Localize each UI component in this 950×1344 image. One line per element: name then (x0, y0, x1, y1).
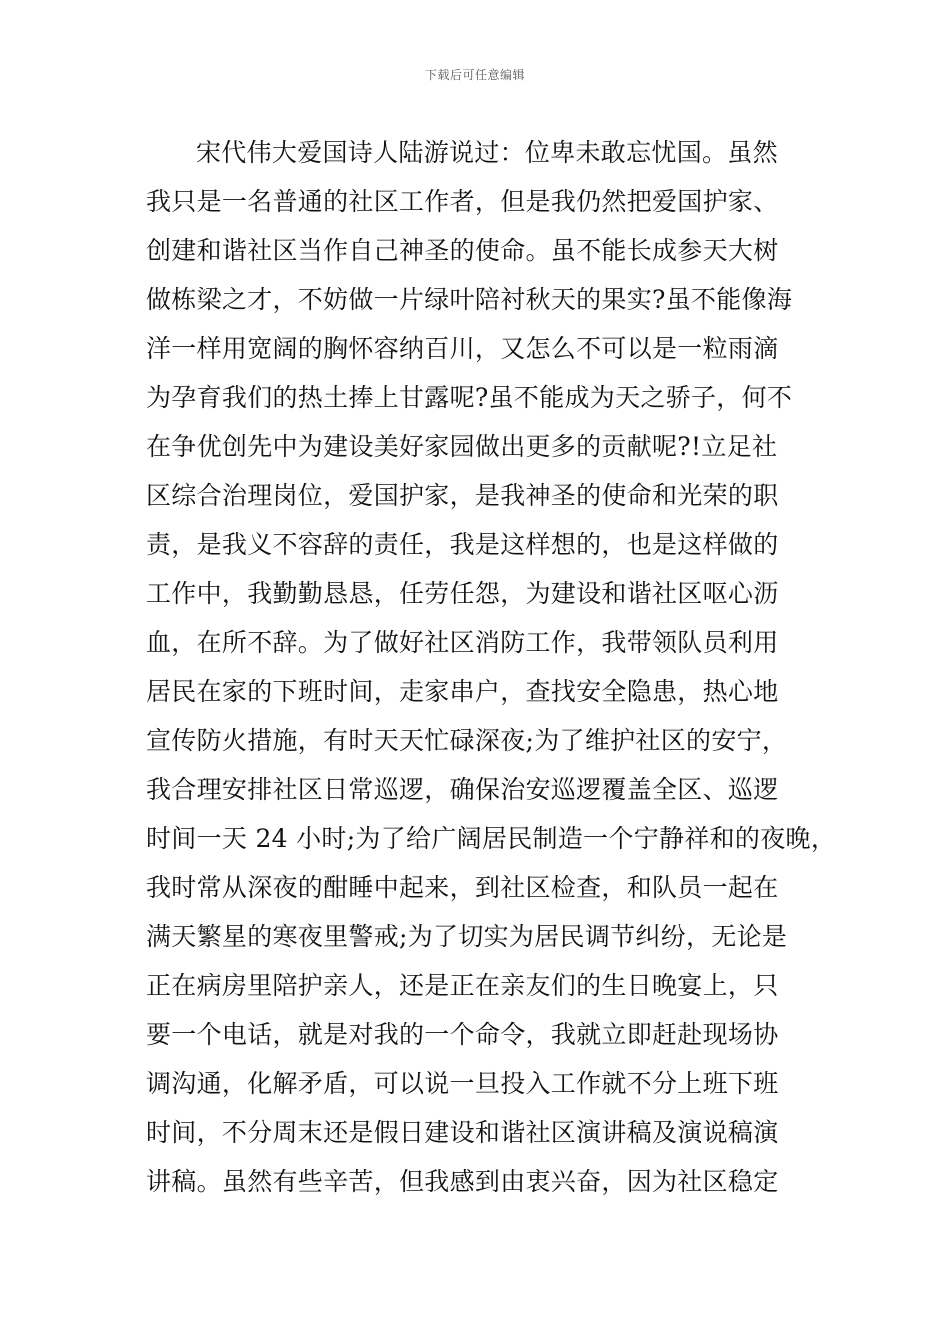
paragraph-line: 讲稿。虽然有些辛苦，但我感到由衷兴奋，因为社区稳定 (146, 1167, 779, 1196)
paragraph-line: 责，是我义不容辞的责任，我是这样想的，也是这样做的 (146, 530, 779, 559)
paragraph-line: 要一个电话，就是对我的一个命令，我就立即赶赴现场协 (146, 1020, 779, 1049)
header-note: 下载后可任意编辑 (424, 68, 525, 82)
body-text (146, 128, 846, 1206)
paragraph-line: 做栋梁之才，不妨做一片绿叶陪衬秋天的果实?虽不能像海 (146, 285, 793, 314)
paragraph-line: 宣传防火措施，有时天天忙碌深夜;为了维护社区的安宁， (146, 726, 788, 755)
paragraph-line: 创建和谐社区当作自己神圣的使命。虽不能长成参天大树 (146, 236, 779, 265)
paragraph-line: 时间，不分周末还是假日建设和谐社区演讲稿及演说稿演 (146, 1118, 779, 1147)
paragraph-line: 满天繁星的寒夜里警戒;为了切实为居民调节纠纷，无论是 (146, 922, 788, 951)
paragraph-line: 血，在所不辞。为了做好社区消防工作，我带领队员利用 (146, 628, 779, 657)
paragraph-line: 调沟通，化解矛盾，可以说一旦投入工作就不分上班下班 (146, 1069, 779, 1098)
paragraph-line: 我只是一名普通的社区工作者，但是我仍然把爱国护家、 (146, 187, 779, 216)
paragraph-line: 工作中，我勤勤恳恳，任劳任怨，为建设和谐社区呕心沥 (146, 579, 779, 608)
paragraph-line: 居民在家的下班时间，走家串户，查找安全隐患，热心地 (146, 677, 779, 706)
paragraph-line: 时间一天 24 小时;为了给广阔居民制造一个宁静祥和的夜晚， (146, 824, 837, 853)
paragraph-line: 我时常从深夜的酣睡中起来，到社区检查，和队员一起在 (146, 873, 779, 902)
paragraph-line: 我合理安排社区日常巡逻，确保治安巡逻覆盖全区、巡逻 (146, 775, 779, 804)
paragraph-line: 正在病房里陪护亲人，还是正在亲友们的生日晚宴上，只 (146, 971, 779, 1000)
paragraph-line: 洋一样用宽阔的胸怀容纳百川，又怎么不可以是一粒雨滴 (146, 334, 779, 363)
paragraph-line: 在争优创先中为建设美好家园做出更多的贡献呢?!立足社 (146, 432, 778, 461)
paragraph-line: 区综合治理岗位，爱国护家，是我神圣的使命和光荣的职 (146, 481, 779, 510)
paragraph-line: 为孕育我们的热土捧上甘露呢?虽不能成为天之骄子，何不 (146, 383, 793, 412)
paragraph-line: 宋代伟大爱国诗人陆游说过：位卑未敢忘忧国。虽然 (196, 138, 778, 167)
